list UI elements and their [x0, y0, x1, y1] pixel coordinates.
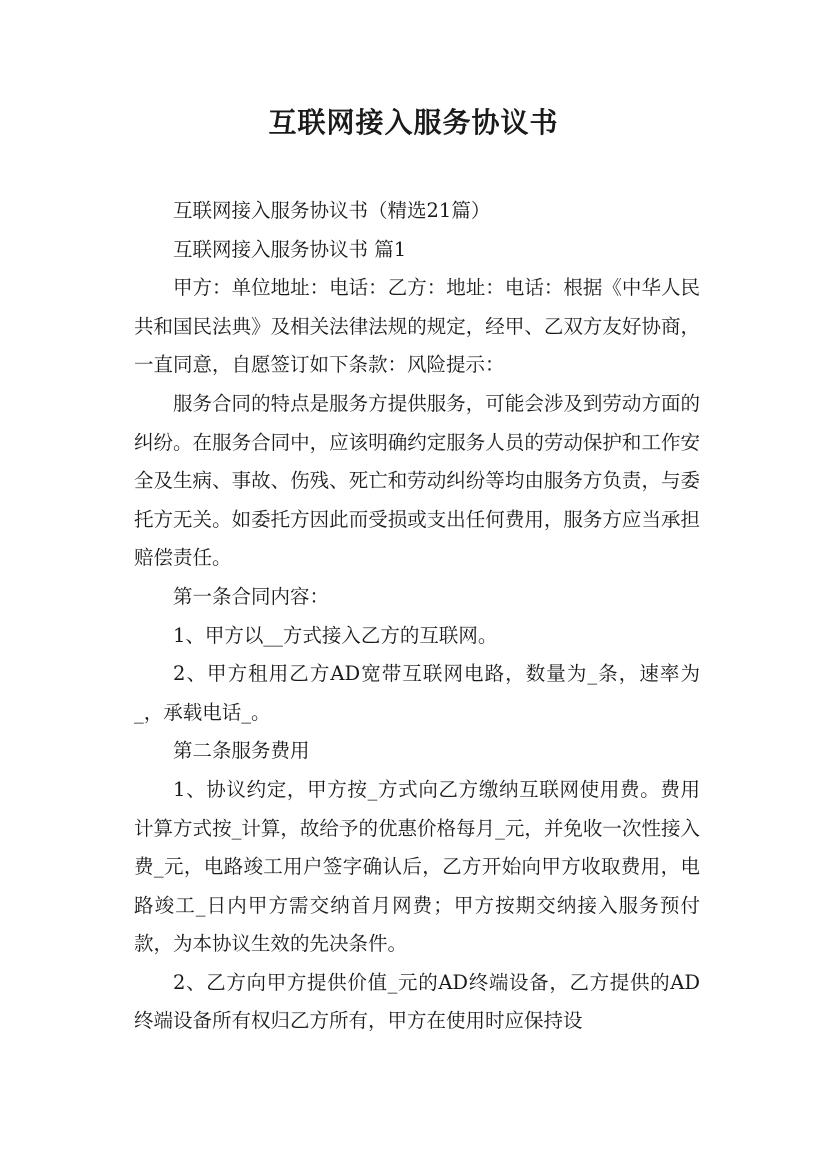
paragraph: 第二条服务费用 — [173, 739, 310, 763]
paragraph: 互联网接入服务协议书（精选21篇） — [173, 199, 491, 222]
document-title: 互联网接入服务协议书 — [268, 106, 559, 139]
paragraph: 1、协议约定，甲方按_方式向乙方缴纳互联网使用费。费用计算方式按_计算，故给予的优惠价格每月_元，并免收一次性接入费_元，电路竣工用户签字确认后，乙方开始向甲方收取费用，电路竣工_日内甲方需交纳首月网费；甲方按期交纳接入服务预付款，为本协议生效的先决条件。 — [134, 777, 700, 956]
paragraph: 服务合同的特点是服务方提供服务，可能会涉及到劳动方面的纠纷。在服务合同中，应该明确约定服务人员的劳动保护和工作安全及生病、事故、伤残、死亡和劳动纠纷等均由服务方负责，与委托方无关。如委托方因此而受损或支出任何费用，服务方应当承担赔偿责任。 — [134, 391, 700, 570]
paragraph: 2、甲方租用乙方AD宽带互联网电路，数量为_条，速率为_，承载电话_。 — [134, 662, 700, 724]
paragraph: 互联网接入服务协议书 篇1 — [173, 237, 407, 261]
paragraph: 第一条合同内容： — [173, 584, 330, 608]
paragraph: 甲方：单位地址：电话：乙方：地址：电话：根据《中华人民共和国民法典》及相关法律法规的规定，经甲、乙双方友好协商，一直同意，自愿签订如下条款：风险提示： — [134, 276, 700, 377]
paragraph: 1、甲方以__方式接入乙方的互联网。 — [173, 623, 498, 647]
paragraph: 2、乙方向甲方提供价值_元的AD终端设备，乙方提供的AD终端设备所有权归乙方所有，甲方在使用时应保持设 — [134, 970, 700, 1033]
document-body — [134, 192, 700, 1041]
